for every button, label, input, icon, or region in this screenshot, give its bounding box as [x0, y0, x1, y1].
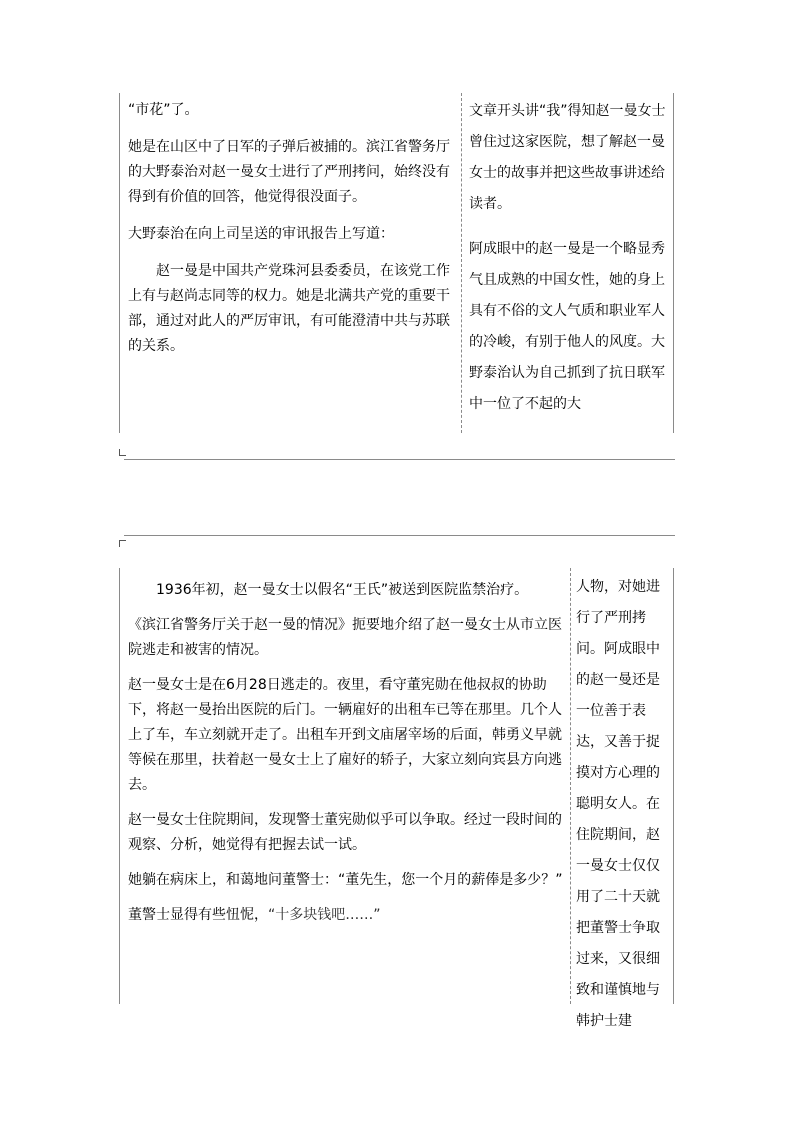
left-border	[119, 93, 120, 433]
paragraph: 大野泰治在向上司呈送的审讯报告上写道：	[128, 226, 394, 242]
dialogue-quote: “十多块钱吧……”	[268, 907, 381, 923]
note-paragraph: 文章开头讲“我”得知赵一曼女士曾住过这家医院，想了解赵一曼女士的故事并把这些故事讲述给读者。	[469, 103, 666, 212]
left-border	[119, 568, 120, 1004]
section-top-rule	[124, 535, 675, 536]
paragraph: 她是在山区中了日军的子弹后被捕的。滨江省警务厅的大野泰治对赵一曼女士进行了严刑拷问，始终没有得到有价值的回答，他觉得很没面子。	[128, 139, 450, 205]
section-bottom-rule	[124, 459, 675, 460]
corner-mark	[119, 449, 126, 456]
paragraph: “市花”了。	[128, 102, 199, 118]
corner-mark	[119, 540, 126, 547]
upper-side-notes	[469, 96, 669, 434]
paragraph: 赵一曼女士住院期间，发现警士董宪勋似乎可以争取。经过一段时间的观察、分析，她觉得有把握去试一试。	[128, 812, 562, 853]
lower-side-note	[576, 572, 671, 1037]
lower-main-text	[128, 578, 564, 938]
right-border	[673, 93, 674, 433]
paragraph	[128, 903, 564, 928]
paragraph: 赵一曼女士是在6月28日逃走的。夜里，看守董宪勋在他叔叔的协助下，将赵一曼抬出医院的后门。一辆雇好的出租车已等在那里。几个人上了车，车立刻就开走了。出租车开到文庙屠宰场的后面，韩勇义早就等候在那里，扶着赵一曼女士上了雇好的轿子，大家立刻向宾县方向逃去。	[128, 677, 562, 793]
note-paragraph: 阿成眼中的赵一曼是一个略显秀气且成熟的中国女性，她的身上具有不俗的文人气质和职业军人的冷峻，有别于他人的风度。大野泰治认为自己抓到了抗日联军中一位了不起的大	[469, 241, 665, 412]
paragraph: 《滨江省警务厅关于赵一曼的情况》扼要地介绍了赵一曼女士从市立医院逃走和被害的情况。	[128, 617, 562, 658]
quoted-report: 赵一曼是中国共产党珠河县委委员，在该党工作上有与赵尚志同等的权力。她是北满共产党的重要干部，通过对此人的严厉审讯，有可能澄清中共与苏联的关系。	[128, 263, 450, 354]
column-divider	[461, 93, 462, 433]
right-border	[673, 568, 674, 1004]
column-divider	[570, 568, 571, 1004]
paragraph: 1936年初，赵一曼女士以假名“王氏”被送到医院监禁治疗。	[156, 582, 529, 598]
paragraph: 她躺在病床上，和蔼地问董警士：“董先生，您一个月的薪俸是多少？”	[128, 872, 563, 888]
note-paragraph: 人物，对她进行了严刑拷问。阿成眼中的赵一曼还是一位善于表达，又善于捉摸对方心理的聪明女人。在住院期间，赵一曼女士仅仅用了二十天就把董警士争取过来，又很细致和谨慎地与韩护士建	[576, 579, 660, 1029]
paragraph-text: 董警士显得有些忸怩，	[128, 907, 268, 923]
upper-main-text	[128, 98, 453, 371]
